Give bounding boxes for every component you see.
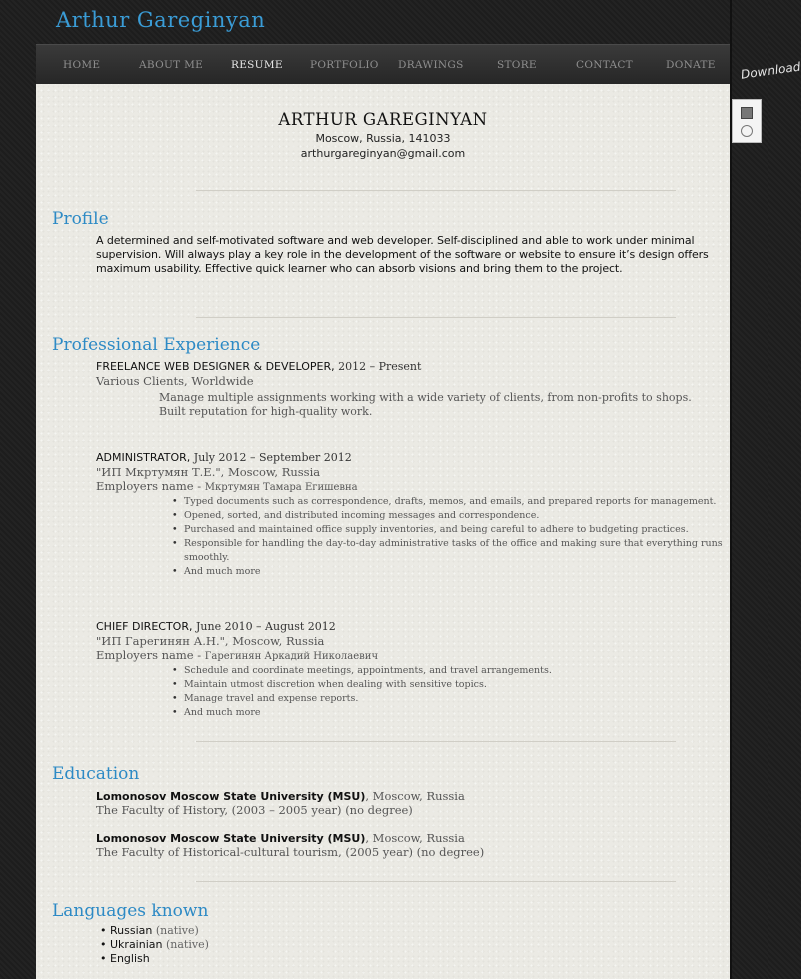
- profile-text: A determined and self-motivated software and web developer. Self-disciplined and able to work under minimal supervision. Will always play a key role in the development of the software or website to ensure it’s design offers maximum usability. Effective quick learner who can absorb visions and bring them to the project.: [96, 234, 709, 275]
- employer-label: Employers name -: [96, 479, 202, 493]
- resume-page: [36, 84, 730, 979]
- resume-email[interactable]: arthurgareginyan@gmail.com: [300, 147, 466, 160]
- list-item: • Opened, sorted, and distributed incoming messages and correspondence.: [184, 509, 729, 523]
- download-label[interactable]: Download: [740, 59, 801, 82]
- job-company: Various Clients, Worldwide: [96, 374, 254, 388]
- site-title[interactable]: Arthur Gareginyan: [56, 8, 266, 32]
- bookmark-icon[interactable]: [741, 107, 753, 119]
- job-title: [96, 451, 352, 464]
- list-item: • Schedule and coordinate meetings, appointments, and travel arrangements.: [184, 664, 729, 678]
- school-name: Lomonosov Moscow State University (MSU): [96, 790, 366, 803]
- job-dates: June 2010 – August 2012: [195, 620, 336, 633]
- list-item: [110, 924, 209, 938]
- nav-about-me[interactable]: ABOUT ME: [139, 59, 204, 71]
- list-item: • And much more: [184, 706, 729, 720]
- nav-store[interactable]: STORE: [497, 59, 537, 71]
- job-company: "ИП Гарегинян А.Н.", Moscow, Russia: [96, 634, 325, 648]
- languages-list: [100, 924, 209, 966]
- side-divider: [730, 0, 732, 979]
- resume-address: Moscow, Russia, 141033: [315, 132, 451, 145]
- list-item: • Typed documents such as correspondence, drafts, memos, and emails, and prepared reports for management.: [184, 495, 729, 509]
- header-divider: [196, 190, 676, 191]
- education-school: [96, 789, 465, 803]
- job-title-text: FREELANCE WEB DESIGNER & DEVELOPER,: [96, 360, 335, 373]
- list-item: • Purchased and maintained office supply inventories, and being careful to adhere to budgeting practices.: [184, 523, 729, 537]
- language-note: (native): [162, 938, 209, 951]
- list-item: [110, 938, 209, 952]
- nav-contact[interactable]: CONTACT: [576, 59, 633, 71]
- language-name: English: [110, 952, 150, 965]
- list-item: • Manage travel and expense reports.: [184, 692, 729, 706]
- job-dates: July 2012 – September 2012: [193, 451, 352, 464]
- job-duties-list: [172, 664, 729, 720]
- school-location: , Moscow, Russia: [365, 831, 465, 845]
- experience-heading: Professional Experience: [52, 335, 261, 355]
- school-name: Lomonosov Moscow State University (MSU): [96, 832, 366, 845]
- employer-name: Мкртумян Тамара Егишевна: [204, 482, 358, 493]
- nav-drawings[interactable]: DRAWINGS: [398, 59, 464, 71]
- nav-portfolio[interactable]: PORTFOLIO: [310, 59, 379, 71]
- employer-label: Employers name -: [96, 648, 202, 662]
- education-detail: The Faculty of Historical-cultural tourism, (2005 year) (no degree): [96, 845, 485, 859]
- job-title-text: CHIEF DIRECTOR,: [96, 620, 193, 633]
- profile-divider: [196, 317, 676, 318]
- stumble-icon[interactable]: [741, 125, 753, 137]
- nav-donate[interactable]: DONATE: [666, 59, 716, 71]
- employer-name: Гарегинян Аркадий Николаевич: [204, 651, 379, 662]
- profile-heading: Profile: [52, 209, 109, 229]
- list-item: • Responsible for handling the day-to-day administrative tasks of the office and making sure that everything runs smoothly.: [184, 537, 729, 565]
- list-item: • And much more: [184, 565, 729, 579]
- education-divider: [196, 881, 676, 882]
- job-title-text: ADMINISTRATOR,: [96, 451, 191, 464]
- nav-home[interactable]: HOME: [63, 59, 101, 71]
- education-heading: Education: [52, 764, 140, 784]
- job-dates: 2012 – Present: [338, 360, 422, 373]
- language-note: (native): [152, 924, 199, 937]
- job-title: [96, 360, 421, 373]
- list-item: • Maintain utmost discretion when dealing with sensitive topics.: [184, 678, 729, 692]
- share-widget: [732, 99, 762, 143]
- school-location: , Moscow, Russia: [365, 789, 465, 803]
- main-navigation: [36, 44, 730, 86]
- list-item: [110, 952, 209, 966]
- nav-resume[interactable]: RESUME: [231, 59, 283, 71]
- education-school: [96, 831, 465, 845]
- job-title: [96, 620, 336, 633]
- job-employer: [96, 479, 358, 493]
- languages-heading: Languages known: [52, 901, 209, 921]
- experience-divider: [196, 741, 676, 742]
- job-duties-list: [172, 495, 729, 579]
- job-employer: [96, 648, 378, 662]
- job-company: "ИП Мкртумян Т.Е.", Moscow, Russia: [96, 465, 321, 479]
- resume-name: ARTHUR GAREGINYAN: [278, 110, 488, 129]
- job-description: Manage multiple assignments working with a wide variety of clients, from non-profits to shops. Built reputation for high-quality work.: [159, 391, 692, 418]
- language-name: Ukrainian: [110, 938, 163, 951]
- education-detail: The Faculty of History, (2003 – 2005 year) (no degree): [96, 803, 413, 817]
- language-name: Russian: [110, 924, 153, 937]
